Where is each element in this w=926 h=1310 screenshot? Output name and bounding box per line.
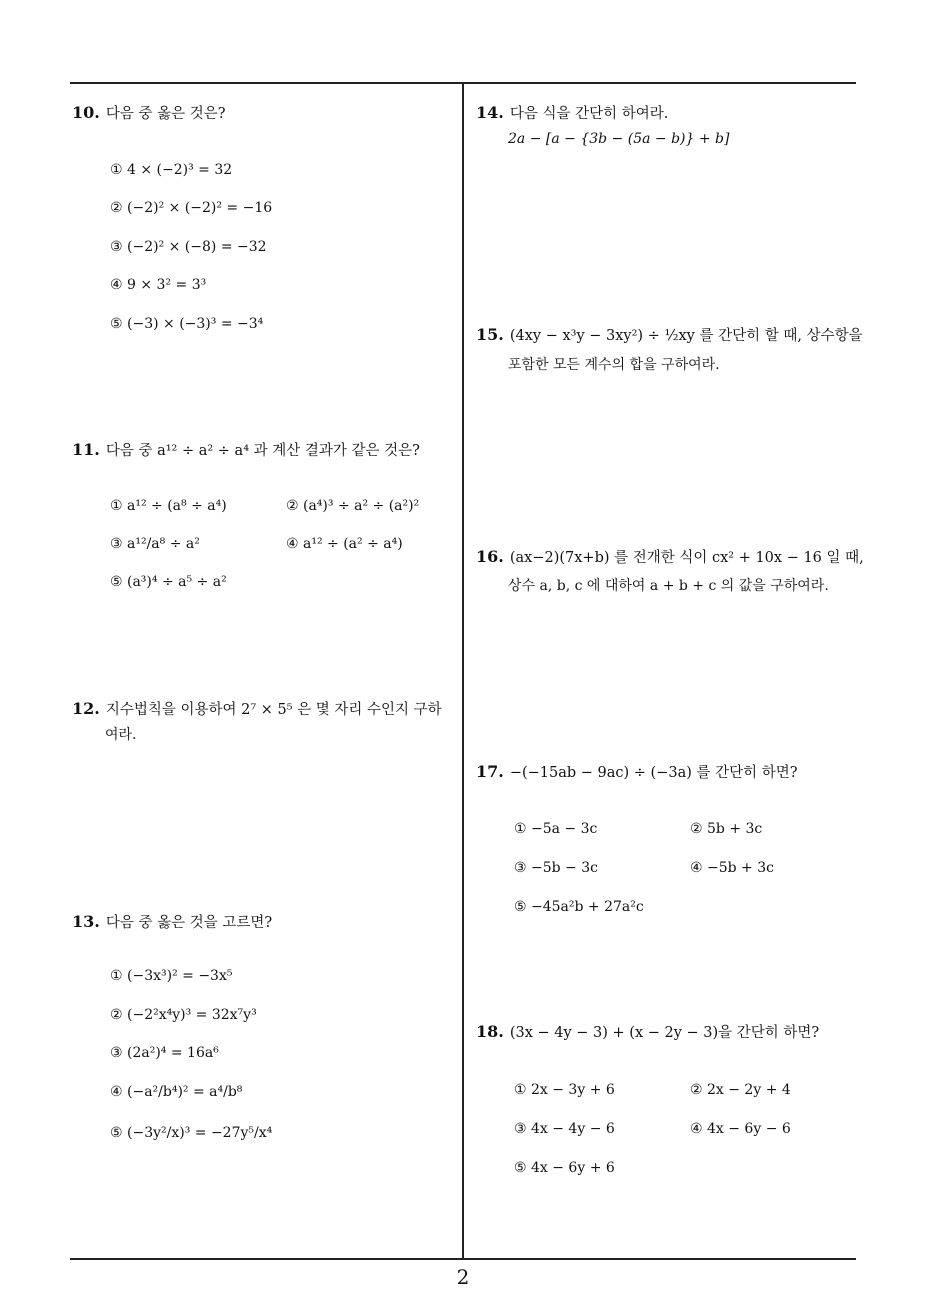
question-number: 17. <box>476 762 504 781</box>
option-4[interactable]: ④ 9 × 3² = 3³ <box>110 277 207 293</box>
question-17 <box>476 759 866 786</box>
option-5[interactable]: ⑤ 4x − 6y + 6 <box>514 1160 615 1176</box>
question-13 <box>72 909 462 936</box>
question-number: 13. <box>72 912 100 931</box>
option-1[interactable]: ① −5a − 3c <box>514 821 598 837</box>
option-5[interactable]: ⑤ (a³)⁴ ÷ a⁵ ÷ a² <box>110 574 227 590</box>
question-10 <box>72 100 462 127</box>
option-1[interactable]: ① 4 × (−2)³ = 32 <box>110 162 233 178</box>
question-12 <box>72 696 462 747</box>
question-text-line2: 여라. <box>105 727 137 743</box>
option-5[interactable]: ⑤ (−3y²/x)³ = −27y⁵/x⁴ <box>110 1125 273 1141</box>
question-14 <box>476 100 866 151</box>
question-number: 10. <box>72 103 100 122</box>
question-number: 11. <box>72 440 100 459</box>
question-number: 14. <box>476 103 504 122</box>
option-5[interactable]: ⑤ (−3) × (−3)³ = −3⁴ <box>110 316 264 332</box>
bottom-rule <box>70 1258 856 1260</box>
option-2[interactable]: ② (−2²x⁴y)³ = 32x⁷y³ <box>110 1007 257 1023</box>
question-number: 15. <box>476 325 504 344</box>
question-number: 16. <box>476 547 504 566</box>
question-18 <box>476 1019 866 1046</box>
option-3[interactable]: ③ (−2)² × (−8) = −32 <box>110 239 267 255</box>
question-text-line1: (ax−2)(7x+b) 를 전개한 식이 cx² + 10x − 16 일 때, <box>509 550 864 566</box>
question-text-line2: 상수 a, b, c 에 대하여 a + b + c 의 값을 구하여라. <box>508 578 829 594</box>
option-4[interactable]: ④ a¹² ÷ (a² ÷ a⁴) <box>286 536 403 552</box>
page-number: 2 <box>456 1265 470 1289</box>
question-text-line1: (4xy − x³y − 3xy²) ÷ ½xy 를 간단히 할 때, 상수항을 <box>509 328 863 344</box>
option-1[interactable]: ① a¹² ÷ (a⁸ ÷ a⁴) <box>110 498 227 514</box>
option-3[interactable]: ③ a¹²/a⁸ ÷ a² <box>110 536 200 552</box>
question-text: 다음 식을 간단히 하여라. <box>509 106 669 122</box>
question-text: 다음 중 a¹² ÷ a² ÷ a⁴ 과 계산 결과가 같은 것은? <box>105 443 420 459</box>
question-number: 12. <box>72 699 100 718</box>
question-text-line1: 지수법칙을 이용하여 2⁷ × 5⁵ 은 몇 자리 수인지 구하 <box>105 702 442 718</box>
question-text: (3x − 4y − 3) + (x − 2y − 3)을 간단히 하면? <box>509 1025 820 1041</box>
question-text-line2: 포함한 모든 계수의 합을 구하여라. <box>508 357 720 373</box>
option-4[interactable]: ④ (−a²/b⁴)² = a⁴/b⁸ <box>110 1084 243 1100</box>
question-text: −(−15ab − 9ac) ÷ (−3a) 를 간단히 하면? <box>509 765 798 781</box>
option-3[interactable]: ③ −5b − 3c <box>514 860 598 876</box>
question-16 <box>476 544 866 601</box>
option-2[interactable]: ② 2x − 2y + 4 <box>690 1082 791 1098</box>
option-2[interactable]: ② 5b + 3c <box>690 821 763 837</box>
option-1[interactable]: ① (−3x³)² = −3x⁵ <box>110 968 233 984</box>
column-divider <box>462 82 464 1259</box>
question-number: 18. <box>476 1022 504 1041</box>
question-text: 다음 중 옳은 것을 고르면? <box>105 915 273 931</box>
option-4[interactable]: ④ 4x − 6y − 6 <box>690 1121 791 1137</box>
option-1[interactable]: ① 2x − 3y + 6 <box>514 1082 615 1098</box>
option-5[interactable]: ⑤ −45a²b + 27a²c <box>514 899 644 915</box>
option-3[interactable]: ③ (2a²)⁴ = 16a⁶ <box>110 1045 219 1061</box>
option-4[interactable]: ④ −5b + 3c <box>690 860 774 876</box>
option-2[interactable]: ② (a⁴)³ ÷ a² ÷ (a²)² <box>286 498 420 514</box>
question-text: 다음 중 옳은 것은? <box>105 106 226 122</box>
question-expression: 2a − [a − {3b − (5a − b)} + b] <box>508 131 730 147</box>
question-11 <box>72 437 462 464</box>
option-3[interactable]: ③ 4x − 4y − 6 <box>514 1121 615 1137</box>
question-15 <box>476 322 866 381</box>
option-2[interactable]: ② (−2)² × (−2)² = −16 <box>110 200 273 216</box>
